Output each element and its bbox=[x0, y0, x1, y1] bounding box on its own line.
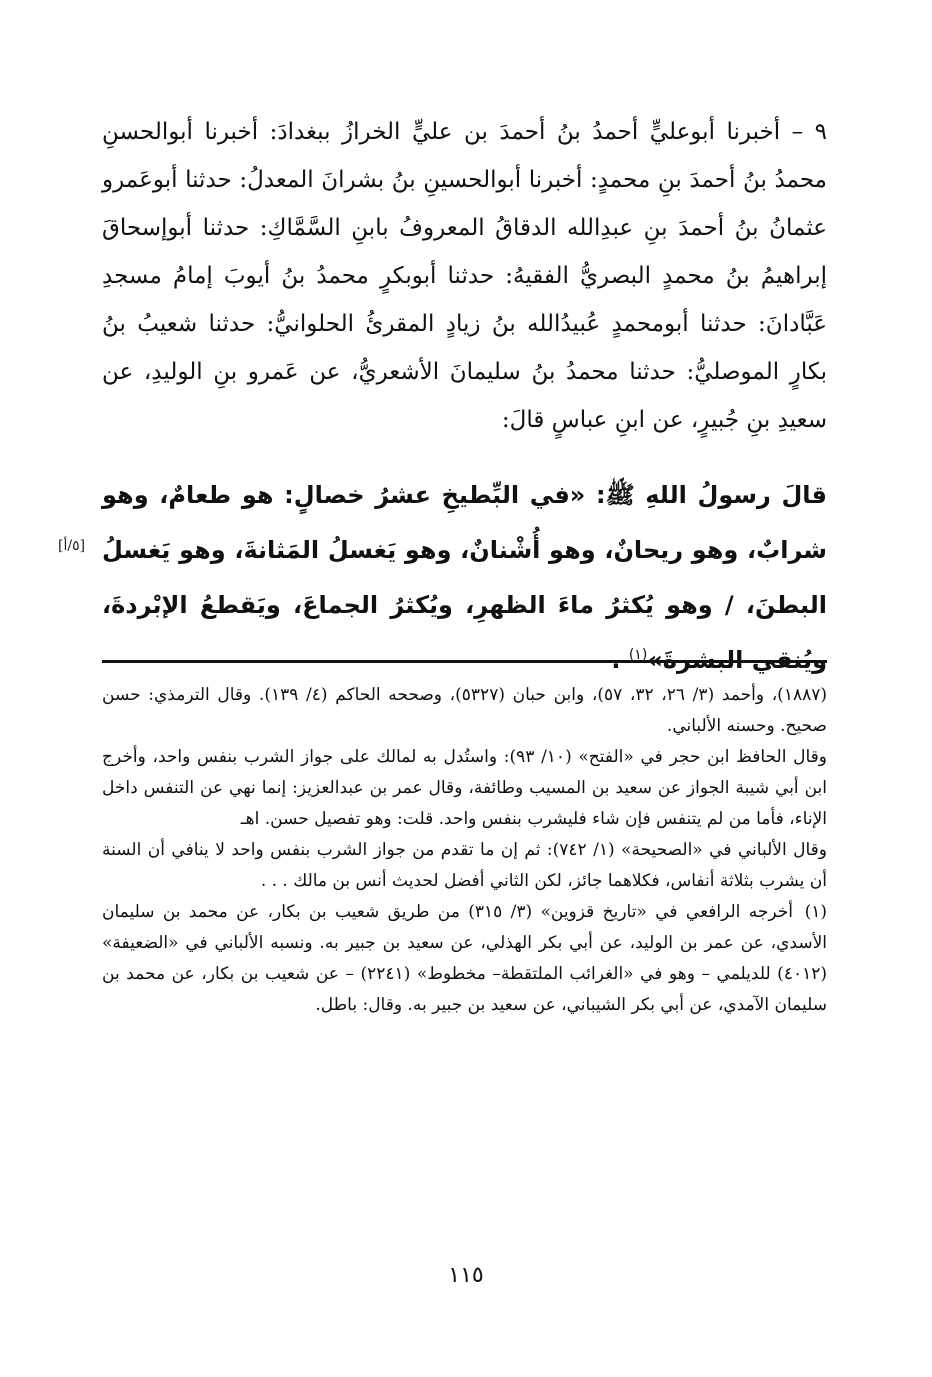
hadith-end-mark: . bbox=[611, 646, 621, 674]
footnote-reference[interactable]: (١) bbox=[628, 647, 648, 663]
footnote-continued-3: وقال الألباني في «الصحيحة» (١/ ٧٤٢): ثم إن ما تقدم من جواز الشرب بنفس واحد لا ينافي أن السنة أن يشرب بثلاثة أنفاس، فكلاهما جائز، لكن الثاني أفضل لحديث أنس بن مالك . . . bbox=[102, 840, 828, 891]
footnote-continued-1: (١٨٨٧)، وأحمد (٣/ ٢٦، ٣٢، ٥٧)، وابن حبان (٥٣٢٧)، وصححه الحاكم (٤/ ١٣٩). وقال الترمذي: حسن صحيح. وحسنه الألباني. bbox=[102, 685, 827, 736]
hadith-text: قالَ رسولُ اللهِ ﷺ: «في البِّطيخِ عشرُ خصالٍ: هو طعامٌ، وهو شرابٌ، وهو ريحانٌ، وهو أُشْنانٌ، وهو يَغسلُ المَثانةَ، وهو يَغسلُ البطنَ، / وهو يُكثرُ ماءَ الظهرِ، ويُكثرُ الجماعَ، ويَقطعُ الإبْردةَ، ويُنقي البشرةَ» bbox=[102, 481, 827, 674]
manuscript-folio-marker: [٥/أ] bbox=[58, 538, 86, 554]
isnad-paragraph bbox=[102, 108, 827, 444]
page-number: ١١٥ bbox=[448, 1263, 484, 1288]
footnotes-section bbox=[102, 680, 827, 1021]
hadith-text-line bbox=[102, 468, 827, 688]
footnote-continued-2: وقال الحافظ ابن حجر في «الفتح» (١٠/ ٩٣): واستُدل به لمالك على جواز الشرب بنفس واحد، وأخرج ابن أبي شيبة الجواز عن سعيد بن المسيب وطائفة، وقال عمر بن عبدالعزيز: إنما نهي عن التنفس داخل الإناء، فأما من لم يتنفس فإن شاء فليشرب بنفس واحد. قلت: وهو تفصيل حسن. اهـ bbox=[102, 747, 827, 829]
footnote-separator bbox=[102, 660, 827, 663]
footnote-1-text: أخرجه الرافعي في «تاريخ قزوين» (٣/ ٣١٥) من طريق شعيب بن بكار، عن محمد بن سليمان الأسدي، عن عمر بن الوليد، عن أبي بكر الهذلي، عن سعيد بن جبير به. ونسبه الألباني في «الضعيفة» (٤٠١٢) للديلمي – وهو في «الغرائب الملتقطة– مخطوط» (٢٢٤١) – عن شعيب بن بكار، عن محمد بن سليمان الآمدي، عن أبي بكر الشيباني، عن سعيد بن جبير به. وقال: باطل. bbox=[102, 902, 827, 1015]
isnad-text: ٩ – أخبرنا أبوعليٍّ أحمدُ بنُ أحمدَ بن عليٍّ الخرازُ ببغدادَ: أخبرنا أبوالحسنِ محمدُ بنُ أحمدَ بنِ محمدٍ: أخبرنا أبوالحسينِ بنُ بشرانَ المعدلُ: حدثنا أبوعَمرو عثمانُ بنُ أحمدَ بنِ عبدِالله الدقاقُ المعروفُ بابنِ السَّمَّاكِ: حدثنا أبوإسحاقَ إبراهيمُ بنُ محمدٍ البصريُّ الفقيهُ: حدثنا أبوبكرٍ محمدُ بنُ أيوبَ إمامُ مسجدِ عَبَّادانَ: حدثنا أبومحمدٍ عُبيدُالله بنُ زيادٍ المقرئُ الحلوانيُّ: حدثنا شعيبُ بنُ بكارٍ الموصليُّ: حدثنا محمدُ بنُ سليمانَ الأشعريُّ، عن عَمرو بنِ الوليدِ، عن سعيدِ بنِ جُبيرٍ، عن ابنِ عباسٍ قالَ: bbox=[102, 119, 827, 433]
hadith-paragraph bbox=[102, 468, 827, 688]
footnote-1 bbox=[102, 897, 827, 1021]
footnote-number: (١) bbox=[804, 902, 828, 922]
